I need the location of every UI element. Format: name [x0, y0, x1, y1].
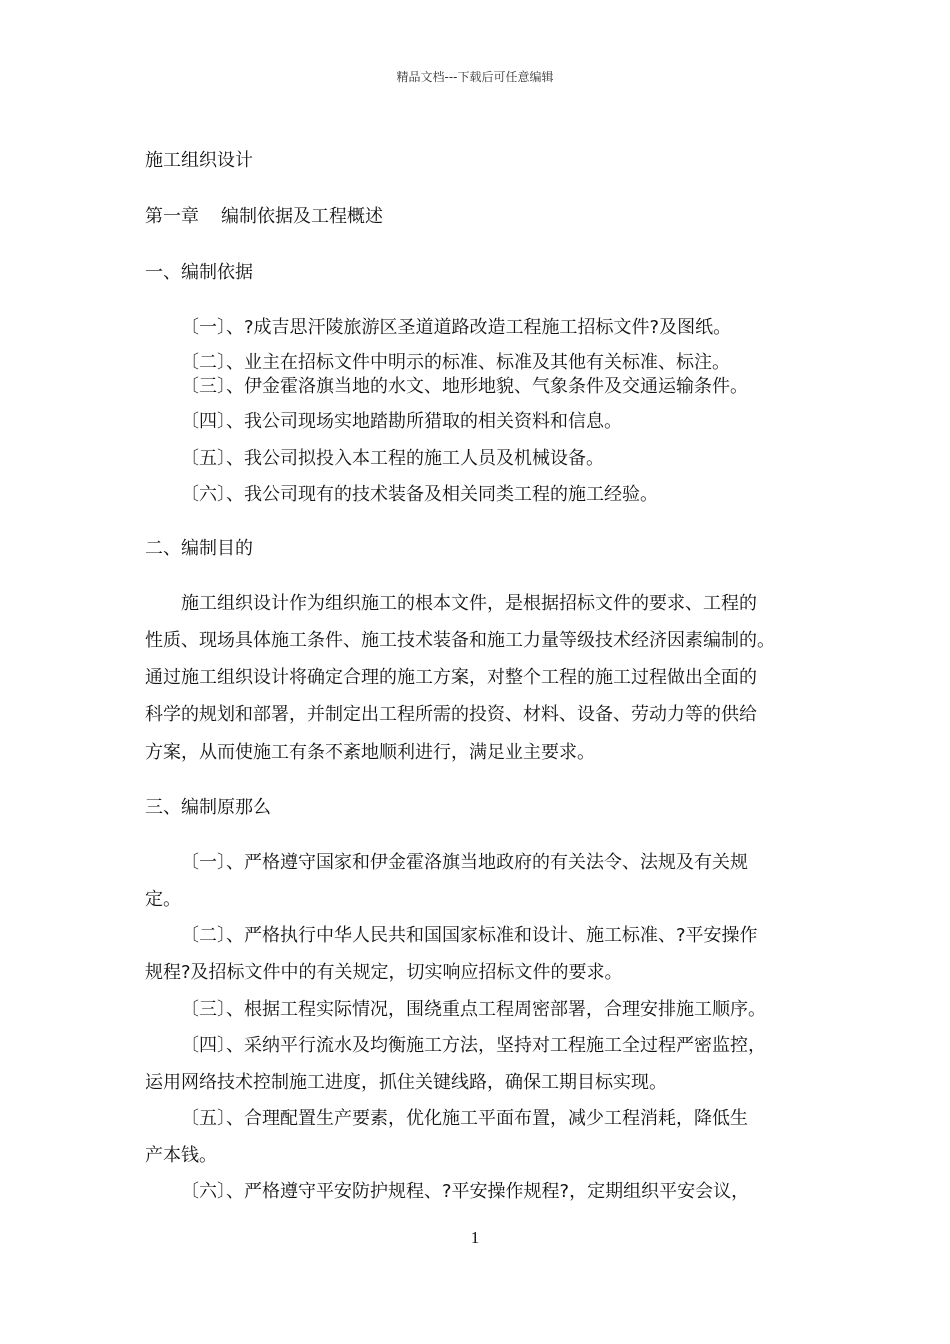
basis-item-2: 〔二〕、业主在招标文件中明示的标准、标准及其他有关标准、标注。 [181, 352, 730, 373]
principle-line-9: 产本钱。 [145, 1145, 217, 1166]
purpose-line-1: 施工组织设计作为组织施工的根本文件，是根据招标文件的要求、工程的 [181, 593, 757, 614]
section-heading-3: 三、编制原那么 [145, 797, 271, 818]
principle-line-8: 〔五〕、合理配置生产要素，优化施工平面布置，减少工程消耗，降低生 [181, 1108, 748, 1129]
section-heading-2: 二、编制目的 [145, 538, 253, 559]
page-number: 1 [470, 1228, 480, 1247]
principle-line-3: 〔二〕、严格执行中华人民共和国国家标准和设计、施工标准、?平安操作 [181, 925, 758, 946]
basis-item-4: 〔四〕、我公司现场实地踏勘所猎取的相关资料和信息。 [181, 411, 622, 432]
principle-line-5: 〔三〕、根据工程实际情况，围绕重点工程周密部署，合理安排施工顺序。 [181, 999, 766, 1020]
chapter-heading [145, 202, 383, 228]
principle-line-2: 定。 [145, 889, 181, 910]
principle-line-4: 规程?及招标文件中的有关规定，切实响应招标文件的要求。 [145, 962, 623, 983]
purpose-line-3: 通过施工组织设计将确定合理的施工方案，对整个工程的施工过程做出全面的 [145, 667, 757, 688]
basis-item-6: 〔六〕、我公司现有的技术装备及相关同类工程的施工经验。 [181, 484, 658, 505]
principle-line-6: 〔四〕、采纳平行流水及均衡施工方法，坚持对工程施工全过程严密监控， [181, 1035, 766, 1056]
basis-item-5: 〔五〕、我公司拟投入本工程的施工人员及机械设备。 [181, 448, 604, 469]
section-heading-1: 一、编制依据 [145, 262, 253, 283]
chapter-label: 第一章 [145, 206, 199, 227]
principle-line-10: 〔六〕、严格遵守平安防护规程、?平安操作规程?，定期组织平安会议， [181, 1181, 750, 1202]
principle-line-1: 〔一〕、严格遵守国家和伊金霍洛旗当地政府的有关法令、法规及有关规 [181, 852, 748, 873]
basis-item-3: 〔三〕、伊金霍洛旗当地的水文、地形地貌、气象条件及交通运输条件。 [181, 376, 748, 397]
principle-line-7: 运用网络技术控制施工进度，抓住关键线路，确保工期目标实现。 [145, 1072, 667, 1093]
purpose-line-2: 性质、现场具体施工条件、施工技术装备和施工力量等级技术经济因素编制的。 [145, 630, 775, 651]
page-header: 精品文档---下载后可任意编辑 [396, 70, 554, 84]
document-title: 施工组织设计 [145, 150, 253, 171]
purpose-line-5: 方案，从而使施工有条不紊地顺利进行，满足业主要求。 [145, 742, 595, 763]
purpose-line-4: 科学的规划和部署，并制定出工程所需的投资、材料、设备、劳动力等的供给 [145, 704, 757, 725]
basis-item-1: 〔一〕、?成吉思汗陵旅游区圣道道路改造工程施工招标文件?及图纸。 [181, 317, 732, 338]
chapter-title: 编制依据及工程概述 [221, 206, 383, 227]
